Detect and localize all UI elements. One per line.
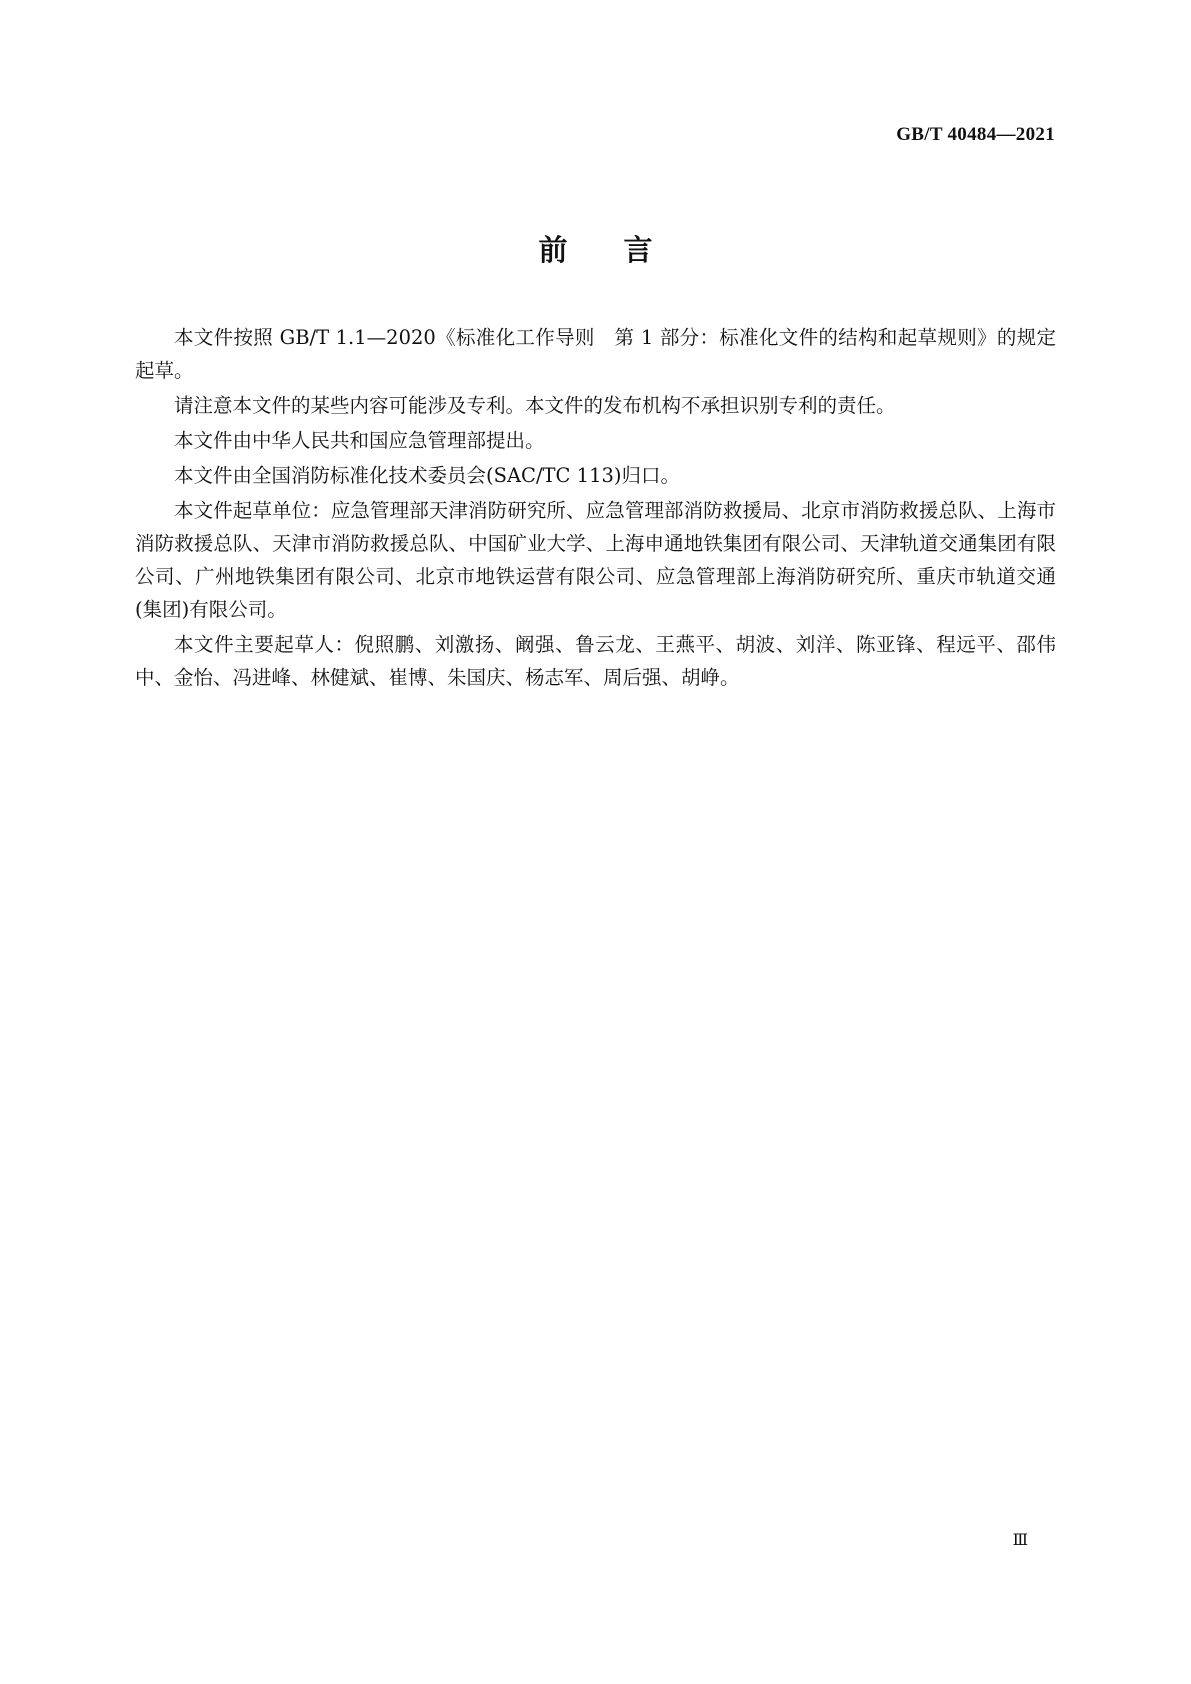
paragraph-technical-committee: 本文件由全国消防标准化技术委员会(SAC/TC 113)归口。 xyxy=(174,464,680,487)
page-number: Ⅲ xyxy=(1012,1530,1028,1549)
foreword-body xyxy=(135,321,1056,696)
paragraph-drafters: 本文件主要起草人：倪照鹏、刘激扬、阚强、鲁云龙、王燕平、胡波、刘洋、陈亚锋、程远平、邵伟中、金怡、冯进峰、林健斌、崔博、朱国庆、杨志军、周后强、胡峥。 xyxy=(135,633,1056,689)
standard-number: GB/T 40484—2021 xyxy=(896,124,1055,145)
paragraph-patent-notice: 请注意本文件的某些内容可能涉及专利。本文件的发布机构不承担识别专利的责任。 xyxy=(174,394,896,417)
page-title: 前言 xyxy=(538,233,709,267)
paragraph-proposer: 本文件由中华人民共和国应急管理部提出。 xyxy=(174,429,545,452)
paragraph-drafting-units: 本文件起草单位：应急管理部天津消防研究所、应急管理部消防救援局、北京市消防救援总队、上海市消防救援总队、天津市消防救援总队、中国矿业大学、上海申通地铁集团有限公司、天津轨道交通集团有限公司、广州地铁集团有限公司、北京市地铁运营有限公司、应急管理部上海消防研究所、重庆市轨道交通(集团)有限公司。 xyxy=(135,499,1056,621)
paragraph-drafting-rules: 本文件按照 GB/T 1.1—2020《标准化工作导则 第 1 部分：标准化文件的结构和起草规则》的规定起草。 xyxy=(135,326,1056,382)
